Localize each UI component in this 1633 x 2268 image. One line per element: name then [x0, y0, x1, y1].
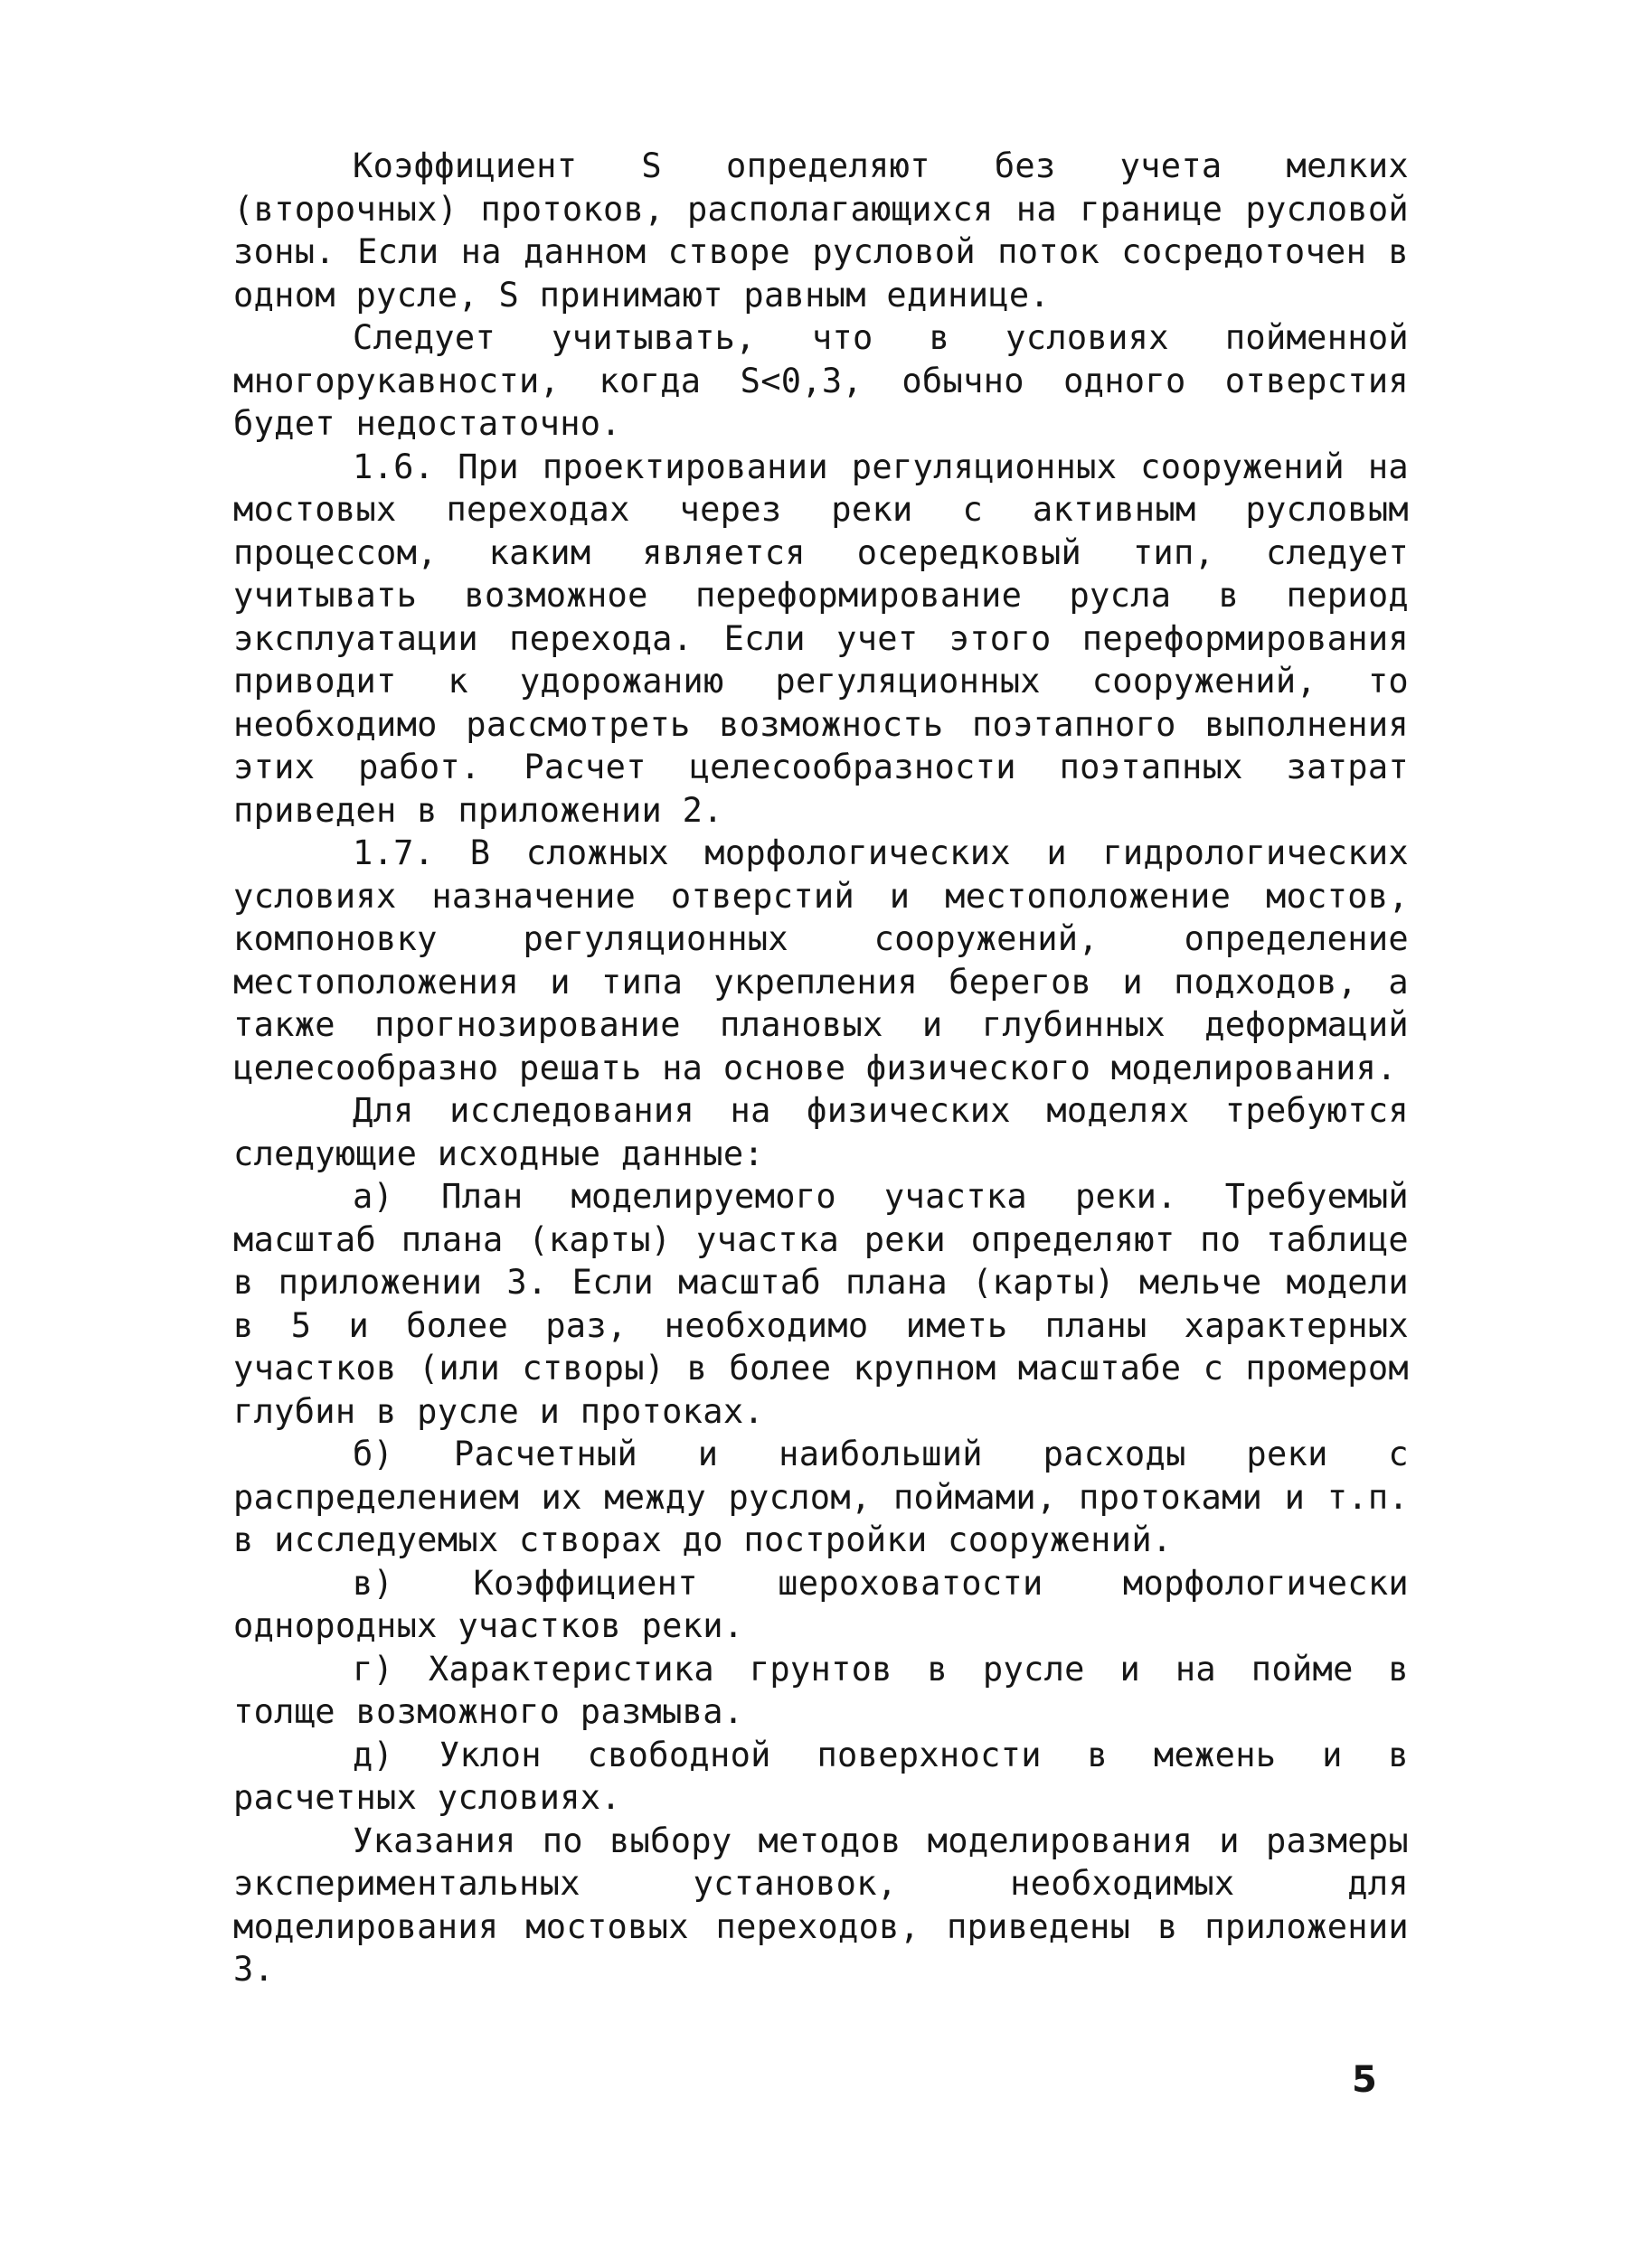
paragraph-item-g: г) Характеристика грунтов в русле и на пойме в толще возможного размыва.	[233, 1649, 1430, 1731]
paragraph-item-b: б) Расчетный и наибольший расходы реки с распределением их между руслом, поймами, протоками и т.п. в исследуемых створах до постройки сооружений.	[233, 1435, 1430, 1559]
paragraph-item-d: д) Уклон свободной поверхности в межень и в расчетных условиях.	[233, 1735, 1430, 1817]
paragraph-required-data-intro: Для исследования на физических моделях требуются следующие исходные данные:	[233, 1091, 1430, 1173]
paragraph-item-a: а) План моделируемого участка реки. Требуемый масштаб плана (карты) участка реки определяют по таблице в приложении 3. Если масштаб плана (карты) мельче модели в 5 и более раз, необходимо иметь планы характерных участков (или створы) в более крупном масштабе с промером глубин в русле и протоках.	[233, 1177, 1430, 1431]
paragraph-section-1-7: 1.7. В сложных морфологических и гидрологических условиях назначение отверстий и местоположение мостов, компоновку регуляционных сооружений, определение местоположения и типа укрепления берегов и подходов, а также прогнозирование плановых и глубинных деформаций целесообразно решать на основе физического моделирования.	[233, 833, 1430, 1087]
paragraph-modeling-guidance: Указания по выбору методов моделирования и размеры экспериментальных установок, необходимых для моделирования мостовых переходов, приведены в приложении 3.	[233, 1821, 1430, 1989]
body-text	[233, 145, 1430, 1991]
page-number: 5	[1352, 2059, 1377, 2101]
paragraph-item-v: в) Коэффициент шероховатости морфологически однородных участков реки.	[233, 1563, 1430, 1645]
paragraph-coefficient-s: Коэффициент S определяют без учета мелких (второчных) протоков, располагающихся на границе русловой зоны. Если на данном створе русловой поток сосредоточен в одном русле, S принимают равным единице.	[233, 146, 1430, 315]
paragraph-section-1-6: 1.6. При проектировании регуляционных сооружений на мостовых переходах через реки с активным русловым процессом, каким является осередковый тип, следует учитывать возможное переформирование русла в период эксплуатации перехода. Если учет этого переформирования приводит к удорожанию регуляционных сооружений, то необходимо рассмотреть возможность поэтапного выполнения этих работ. Расчет целесообразности поэтапных затрат приведен в приложении 2.	[233, 447, 1430, 830]
paragraph-multi-channel-note: Следует учитывать, что в условиях пойменной многорукавности, когда S<0,3, обычно одного отверстия будет недостаточно.	[233, 318, 1430, 443]
